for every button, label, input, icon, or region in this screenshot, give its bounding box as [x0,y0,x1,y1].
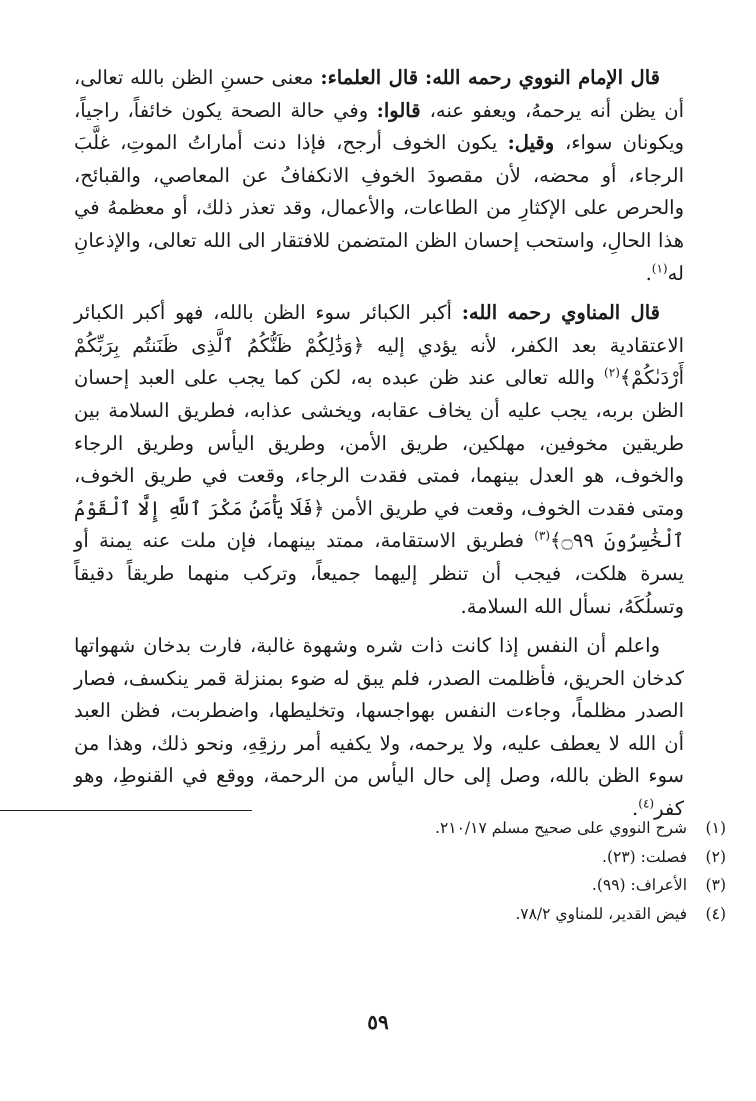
speaker-nawawi: قال الإمام النووي رحمه الله: [425,66,660,89]
speaker-munawi: قال المناوي رحمه الله: [461,301,660,325]
footnote-number: (٤) [705,905,726,924]
paragraph-text: . [632,797,639,821]
footnote-ref-2: (٢) [604,365,620,380]
paragraph-nawawi [74,62,684,290]
footnote-ref-1: (١) [651,261,668,276]
footnote-4 [146,900,756,929]
footnote-text: فصلت: (٢٣). [602,847,688,866]
footnote-text: شرح النووي على صحيح مسلم ٢١٠/١٧. [435,819,688,837]
footnote-text: فيض القدير، للمناوي ٧٨/٢. [515,905,688,924]
paragraph-text: والله تعالى عند ظن عبده به، لكن كما يجب على العبد إحسان الظن بربه، يجب عليه أن يخاف عقابه، ويخشى عذابه، فطريق السلامة بين طريقين مخوفين، مهلكين، طريق الأمن، وطريق اليأس وطريق الرجاء والخوف، هو العدل بينهما، فمتى فقدت الرجاء، وقعت في طريق الخوف، ومتى فقدت الخوف، وقعت في طريق الأمن [74,366,684,520]
paragraph-text: فطريق الاستقامة، ممتد بينهما، فإن ملت عنه يمنة أو يسرة هلكت، فيجب أن تنظر إليهما جميعاً، وتركب منهما طريقاً دقيقاً وتسلُكَهُ، نسأل الله السلامة. [74,529,684,618]
quran-verse-fussilat: ﴿وَذَٰلِكُمْ ظَنُّكُمُ ٱلَّذِى ظَنَنتُم بِرَبِّكُمْ أَرْدَىٰكُمْ﴾ [74,333,684,390]
page-body [74,62,684,833]
paragraph-text: يكون الخوف أرجح، فإذا دنت أماراتُ الموتِ، غلَّبَ الرجاء، أو محضه، لأن مقصودَ الخوفِ الانكفافُ عن المعاصي، والقبائح، والحرص على الإكثارِ من الطاعات، والأعمال، وقد تعذر ذلك، أو معظمهُ في هذا الحالِ، واستحب إحسان الظن المتضمن للافتقار الى الله تعالى، والإذعانِ له [74,131,684,285]
footnote-number: (١) [705,819,726,837]
paragraph-text: . [645,261,652,285]
footnote-3 [146,871,756,900]
footnote-ref-3: (٣) [534,528,551,543]
speaker-it-was-said: وقيل: [507,131,566,155]
quran-verse-araf: ﴿فَلَا يَأْمَنُ مَكْرَ ٱللَّهِ إِلَّا ٱلْقَوْمُ ٱلْخَٰسِرُونَ ۝٩٩﴾ [74,496,684,553]
footnote-separator [0,810,252,811]
paragraph-text: معنى حسنِ الظن بالله تعالى، أن يظن أنه يرحمهُ، ويعفو عنه، [74,66,684,122]
footnote-number: (٢) [705,847,726,866]
footnote-text: الأعراف: (٩٩). [591,876,688,895]
footnotes [146,814,756,929]
paragraph-text: واعلم أن النفس إذا كانت ذات شره وشهوة غالبة، فارت بدخان شهواتها كدخان الحريق، فأظلمت الصدر، فلم يبق له ضوء بمنزلة قمر ينكسف، فصار الصدر مظلماً، وجاءت النفس بهواجسها، وتخليطها، واضطربت، فظن العبد أن الله لا يعطف عليه، ولا يرحمه، ولا يكفيه أمر رزقِهِ، ونحو ذلك، وهذا من سوء الظن بالله، وصل إلى حال اليأس من الرحمة، ووقع في القنوطِ، وهو كفر [74,634,684,821]
paragraph-text: وفي حالة الصحة يكون خائفاً، راجياً، ويكونان سواء، [74,98,684,155]
page-number: ٥٩ [367,1010,389,1034]
paragraph-nafs [74,630,684,826]
paragraph-munawi [74,297,684,623]
footnote-ref-4: (٤) [638,796,655,811]
speaker-scholars: قال العلماء: [320,66,419,89]
footnote-1 [146,814,756,843]
paragraph-text: أكبر الكبائر سوء الظن بالله، فهو أكبر الكبائر الاعتقادية بعد الكفر، لأنه يؤدي إليه [74,301,684,357]
footnote-2 [146,843,756,872]
speaker-they-said: قالوا: [376,98,430,122]
footnote-number: (٣) [705,876,726,895]
